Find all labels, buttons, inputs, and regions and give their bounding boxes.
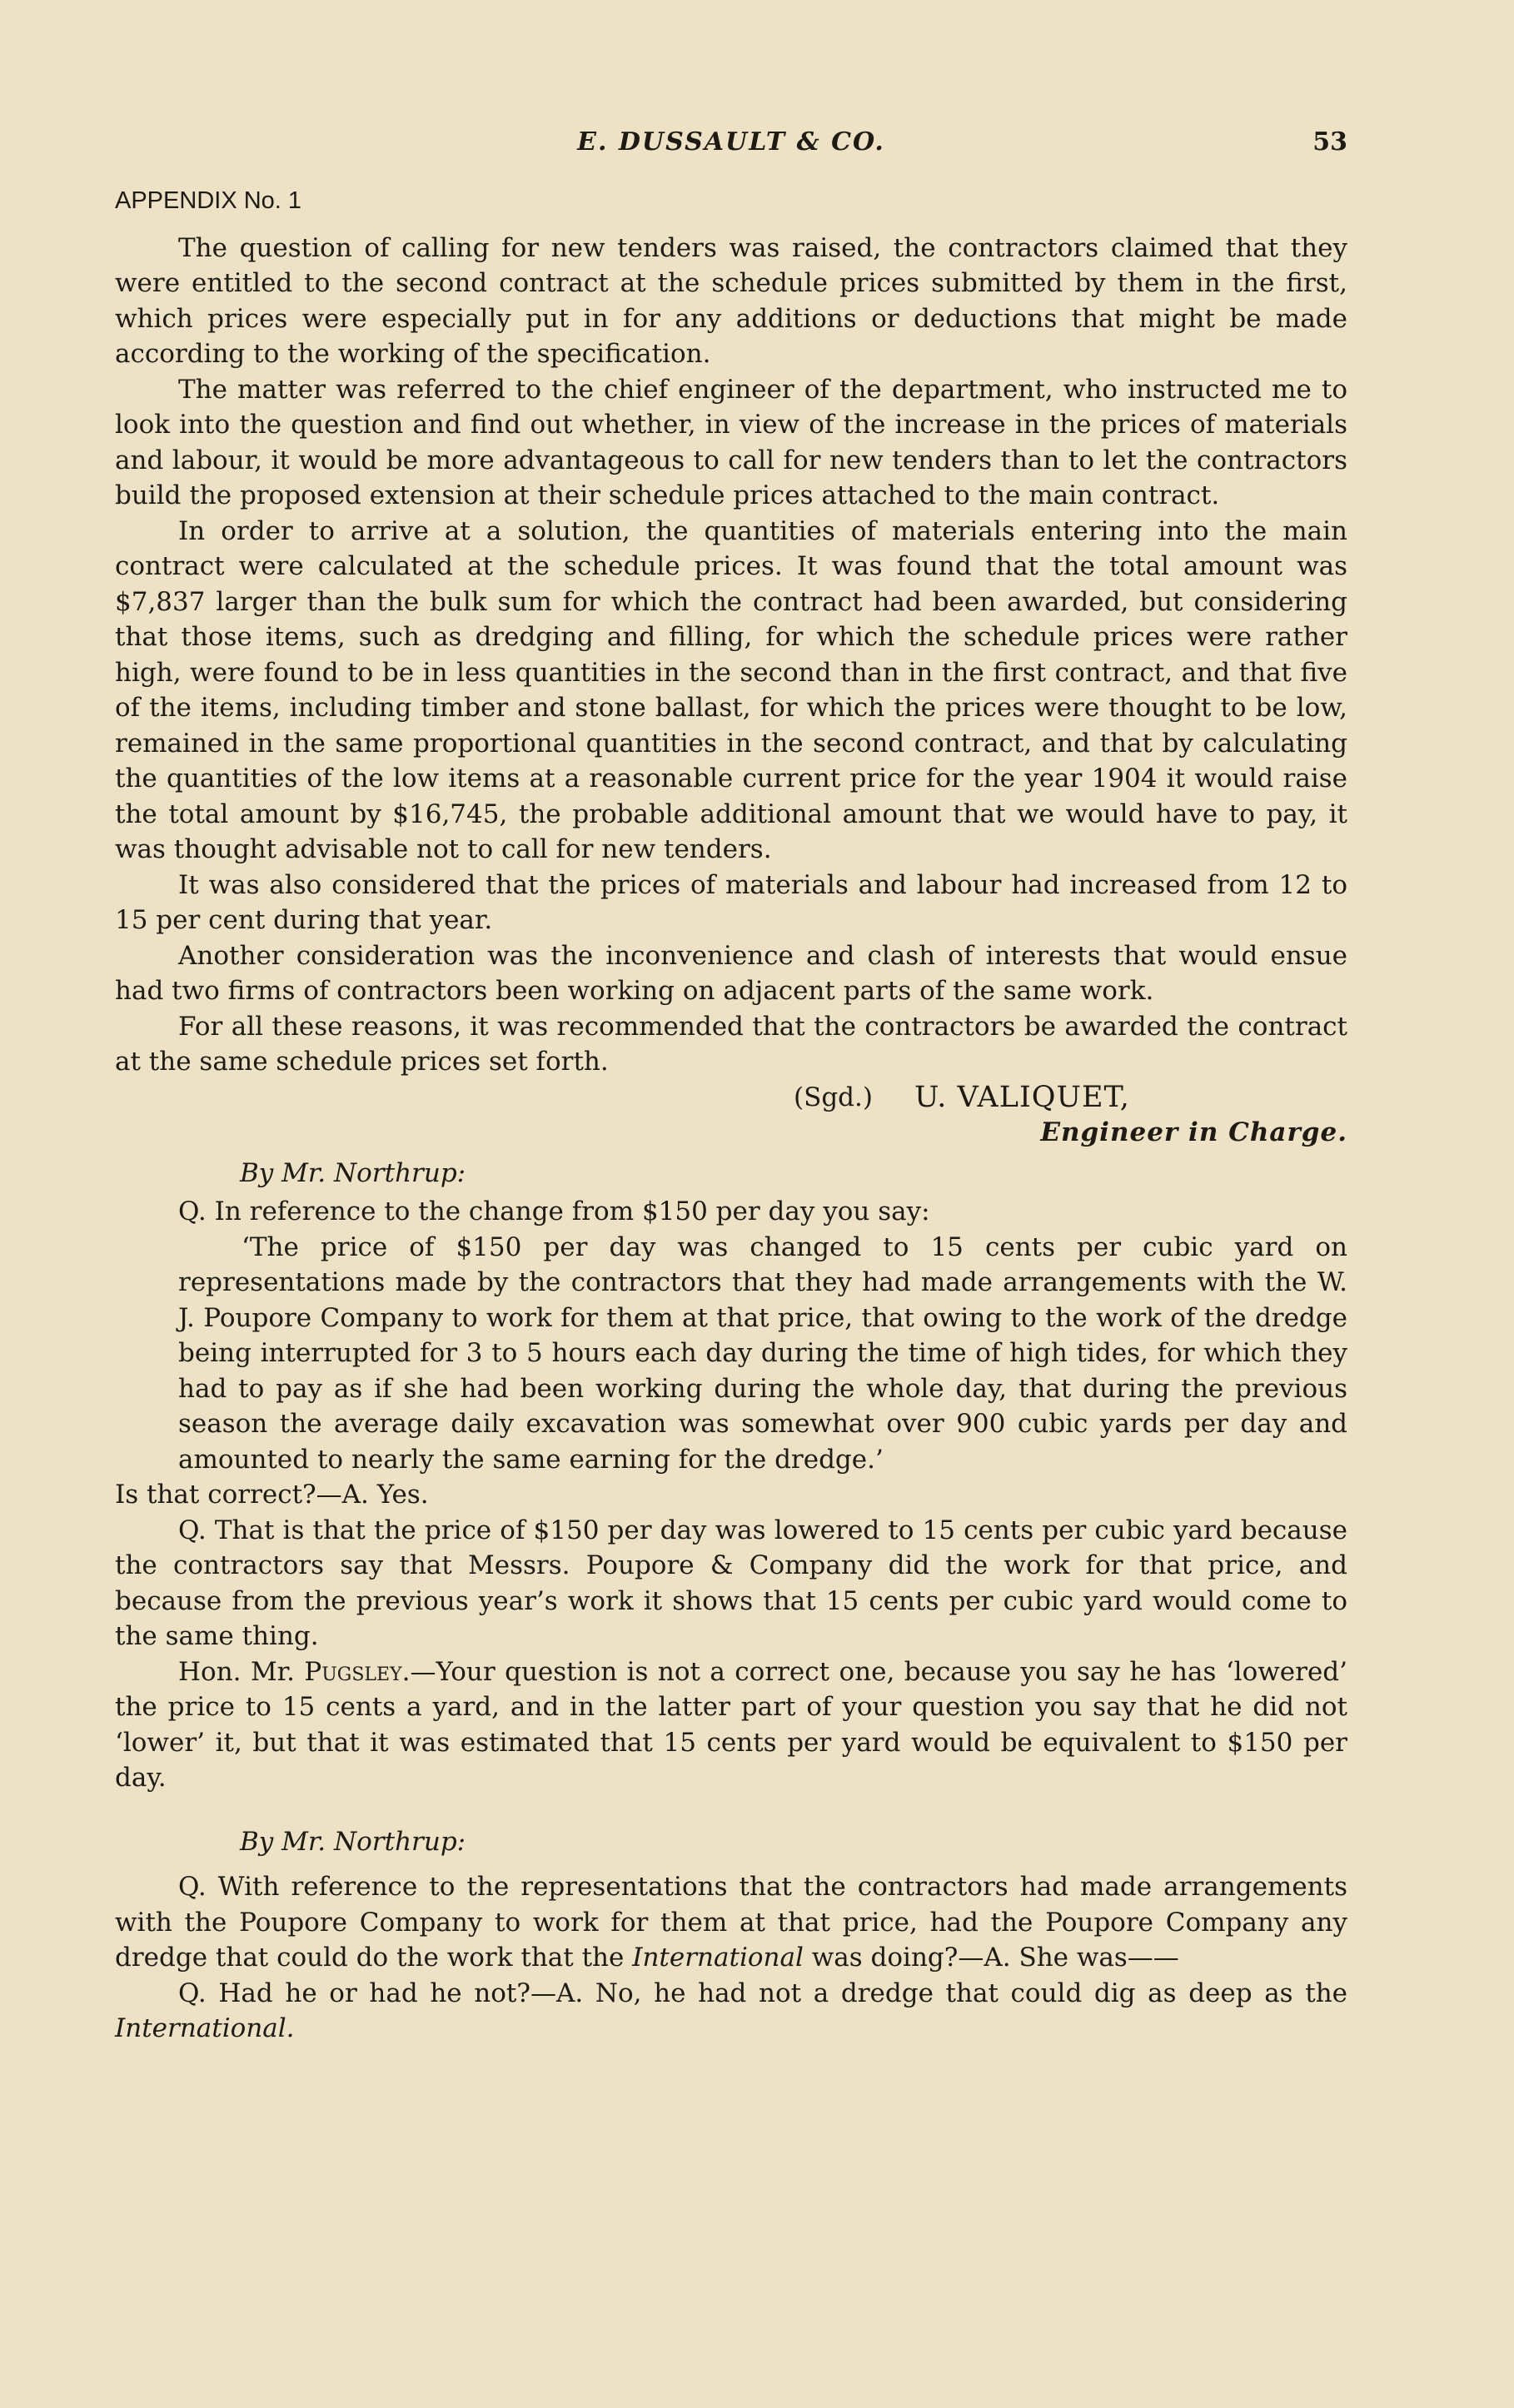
page-number: 53 — [1312, 127, 1347, 157]
paragraph: The question of calling for new tenders was raised, the contractors claimed that they were entitled to the second contract at the schedule prices submitted by them in the first, which prices were especially put in for any additions or deductions that might be made according to the working of the specification. — [115, 232, 1347, 369]
question-text: Q. With reference to the representations that the contractors had made arrangements with the Poupore Company to work for them at that price, had the Poupore Company any dredge that could do the work that the — [115, 1872, 1347, 1973]
question-text: was doing?—A. She was—— — [803, 1943, 1179, 1973]
answer: Is that correct?—A. Yes. — [115, 1480, 429, 1510]
pugsley-text: .—Your question is not a correct one, because you say he has ‘lowered’ the price to 15 cents a yard, and in the latter part of your question you say that he did not ‘lower’ it, but that it was estimated that 15 cents per yard would be equivalent to $150 per day. — [115, 1656, 1348, 1793]
pugsley-remark — [115, 1654, 1347, 1796]
page-content — [115, 125, 1347, 2047]
signature-title: Engineer in Charge. — [1040, 1117, 1347, 1147]
examiner-heading: By Mr. Northrup: — [240, 1157, 466, 1188]
appendix-label: APPENDIX No. 1 — [115, 187, 302, 214]
signature-sgd: (Sgd.) — [794, 1082, 873, 1112]
pugsley-name: Pugsley — [304, 1656, 402, 1687]
pugsley-prefix: Hon. Mr. — [178, 1656, 305, 1687]
signature-name: U. VALIQUET, — [914, 1080, 1130, 1114]
vessel-name: International — [632, 1943, 804, 1973]
paragraph: The matter was referred to the chief engineer of the department, who instructed me to look into the question and find out whether, in view of the increase in the prices of materials and labour, it would be more advantageous to call for new tenders than to let the contractors build the proposed extension at their schedule prices attached to the main contract. — [115, 374, 1347, 510]
question: Q. That is that the price of $150 per day was lowered to 15 cents per cubic yard because the contractors say that Messrs. Poupore & Company did the work for that price, and because from the previous year’s work it shows that 15 cents per cubic yard would come to the same thing. — [115, 1515, 1347, 1651]
running-title: E. DUSSAULT & CO. — [577, 127, 885, 157]
quoted-passage — [115, 1230, 1347, 1478]
paragraph: In order to arrive at a solution, the quantities of materials entering into the main contract were calculated at the schedule prices. It was found that the total amount was $7,837 larger than the bulk sum for which the contract had been awarded, but considering that those items, such as dredging and filling, for which the schedule prices were rather high, were found to be in less quantities in the second than in the first contract, and that five of the items, including timber and stone ballast, for which the prices were thought to be low, remained in the same proportional quantities in the second contract, and that by calculating the quantities of the low items at a reasonable current price for the year 1904 it would raise the total amount by $16,745, the probable additional amount that we would have to pay, it was thought advisable not to call for new tenders. — [115, 515, 1347, 864]
examiner-heading: By Mr. Northrup: — [240, 1826, 466, 1857]
question-text: Q. Had he or had he not?—A. No, he had not a dredge that could dig as deep as the — [178, 1978, 1347, 2008]
paragraph: For all these reasons, it was recommended that the contractors be awarded the contract at the same schedule prices set forth. — [115, 1011, 1347, 1077]
paragraph: Another consideration was the inconvenience and clash of interests that would ensue had two firms of contractors been working on adjacent parts of the same work. — [115, 940, 1347, 1006]
quote-text: ‘The price of $150 per day was changed to 15 cents per cubic yard on representations made by the contractors that they had made arrangements with the W. J. Poupore Company to work for them at that price, that owing to the work of the dredge being interrupted for 3 to 5 hours each day during the time of high tides, for which they had to pay as if she had been working during the whole day, that during the previous season the average daily excavation was somewhat over 900 cubic yards per day and amounted to nearly the same earning for the dredge.’ — [178, 1231, 1347, 1475]
signature-block — [115, 1080, 1347, 1151]
question — [115, 1869, 1347, 1976]
question: Q. In reference to the change from $150 per day you say: — [178, 1197, 930, 1226]
vessel-name: International. — [115, 2013, 295, 2043]
running-head — [115, 125, 1347, 165]
paragraph: It was also considered that the prices of materials and labour had increased from 12 to 15 per cent during that year. — [115, 869, 1347, 935]
question — [115, 1976, 1347, 2047]
